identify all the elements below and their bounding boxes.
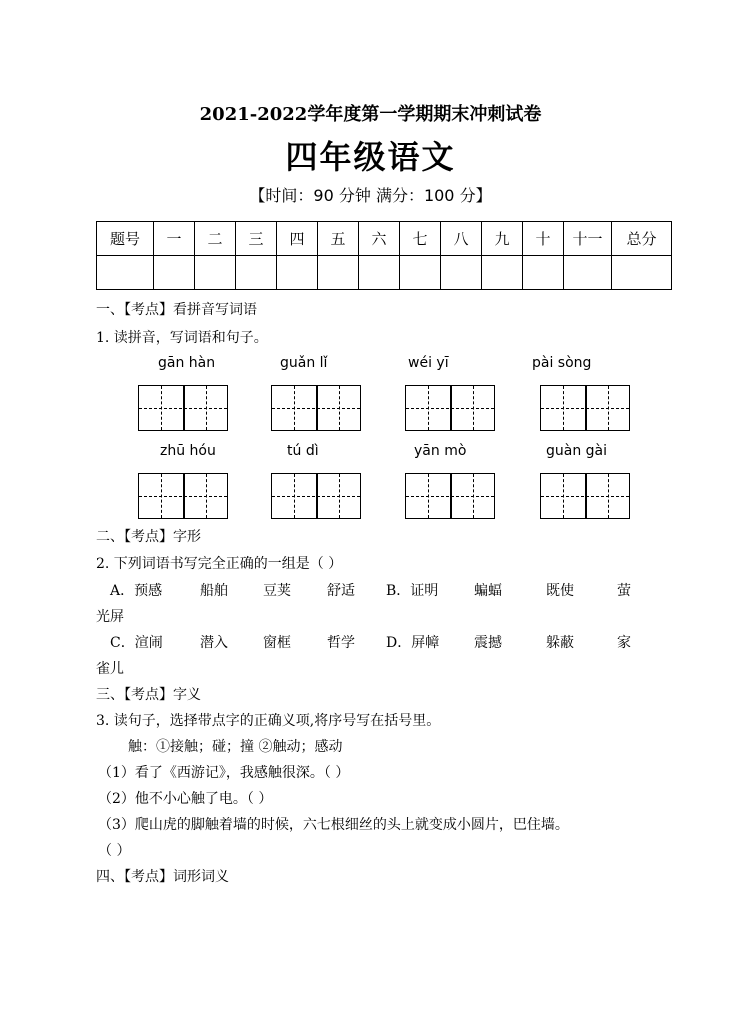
pinyin-label: pài sòng (532, 355, 592, 371)
score-table (96, 221, 672, 290)
section4-heading: 四、【考点】词形词义 (96, 869, 229, 885)
score-table-header-row (97, 222, 672, 256)
score-header-cell: 五 (318, 222, 359, 256)
score-header-cell: 六 (359, 222, 400, 256)
score-table-blank-row (97, 256, 672, 290)
score-blank-cell[interactable] (277, 256, 318, 290)
score-blank-cell[interactable] (154, 256, 195, 290)
option-word: 雀儿 (96, 661, 124, 677)
option-word: 震撼 (474, 635, 502, 651)
option-b-label: B．证明 (386, 583, 439, 599)
score-blank-cell[interactable] (318, 256, 359, 290)
writing-grid[interactable] (138, 385, 228, 431)
score-blank-cell[interactable] (400, 256, 441, 290)
option-word: 光屏 (96, 609, 124, 625)
option-a-label: A．预感 (110, 583, 163, 599)
score-header-cell: 十 (523, 222, 564, 256)
option-word: 哲学 (327, 635, 355, 651)
exam-subtitle: 2021-2022学年度第一学期期末冲刺试卷 (199, 104, 542, 125)
pinyin-label: guàn gài (546, 443, 608, 459)
pinyin-label: gān hàn (158, 355, 216, 371)
section2-heading: 二、【考点】字形 (96, 529, 201, 545)
writing-grid[interactable] (405, 473, 495, 519)
score-blank-cell[interactable] (564, 256, 612, 290)
score-header-cell: 题号 (97, 222, 154, 256)
pinyin-label: zhū hóu (160, 443, 216, 459)
option-word: 萤 (617, 583, 631, 599)
writing-grid[interactable] (138, 473, 228, 519)
sub-question-2: （2）他不小心触了电。（ ） (98, 791, 273, 807)
option-word: 潜入 (200, 635, 228, 651)
pinyin-label: wéi yī (408, 355, 449, 371)
score-blank-cell[interactable] (612, 256, 672, 290)
option-word: 躲蔽 (546, 635, 574, 651)
writing-grid[interactable] (271, 385, 361, 431)
sub-question-1: （1）看了《西游记》，我感触很深。（ ） (98, 765, 350, 781)
option-word: 窗框 (263, 635, 291, 651)
score-header-cell: 九 (482, 222, 523, 256)
option-word: 既使 (546, 583, 574, 599)
score-header-cell: 三 (236, 222, 277, 256)
sub-question-3: （3）爬山虎的脚触着墙的时候，六七根细丝的头上就变成小圆片，巴住墙。 (98, 817, 569, 833)
score-header-cell: 八 (441, 222, 482, 256)
question-1-text: 1. 读拼音，写词语和句子。 (96, 330, 268, 346)
score-header-cell: 十一 (564, 222, 612, 256)
exam-time-score: 【时间：90 分钟 满分：100 分】 (249, 186, 492, 205)
definition-line: 触：①接触；碰；撞 ②触动；感动 (128, 739, 343, 755)
section1-heading: 一、【考点】看拼音写词语 (96, 302, 257, 318)
score-header-cell: 二 (195, 222, 236, 256)
option-word: 舒适 (327, 583, 355, 599)
score-blank-cell[interactable] (236, 256, 277, 290)
score-header-cell: 七 (400, 222, 441, 256)
score-header-cell: 四 (277, 222, 318, 256)
option-word: 豆荚 (263, 583, 291, 599)
question-3-text: 3. 读句子，选择带点字的正确义项,将序号写在括号里。 (96, 713, 441, 729)
score-header-cell: 总分 (612, 222, 672, 256)
score-blank-cell[interactable] (523, 256, 564, 290)
option-word: 家 (617, 635, 631, 651)
score-blank-cell[interactable] (97, 256, 154, 290)
score-blank-cell[interactable] (441, 256, 482, 290)
score-blank-cell[interactable] (359, 256, 400, 290)
option-c-label: C．渲闹 (110, 635, 163, 651)
pinyin-label: guǎn lǐ (280, 355, 328, 371)
writing-grid[interactable] (540, 385, 630, 431)
question-2-text: 2. 下列词语书写完全正确的一组是（ ） (96, 556, 343, 572)
pinyin-label: yān mò (414, 443, 467, 459)
score-header-cell: 一 (154, 222, 195, 256)
writing-grid[interactable] (271, 473, 361, 519)
answer-blank[interactable]: （ ） (98, 843, 131, 859)
writing-grid[interactable] (405, 385, 495, 431)
option-word: 船舶 (200, 583, 228, 599)
section3-heading: 三、【考点】字义 (96, 687, 201, 703)
option-d-label: D．屏幛 (386, 635, 440, 651)
score-blank-cell[interactable] (195, 256, 236, 290)
pinyin-label: tú dì (287, 443, 319, 459)
writing-grid[interactable] (540, 473, 630, 519)
option-word: 蝙蝠 (474, 583, 502, 599)
score-blank-cell[interactable] (482, 256, 523, 290)
exam-title: 四年级语文 (285, 138, 456, 176)
